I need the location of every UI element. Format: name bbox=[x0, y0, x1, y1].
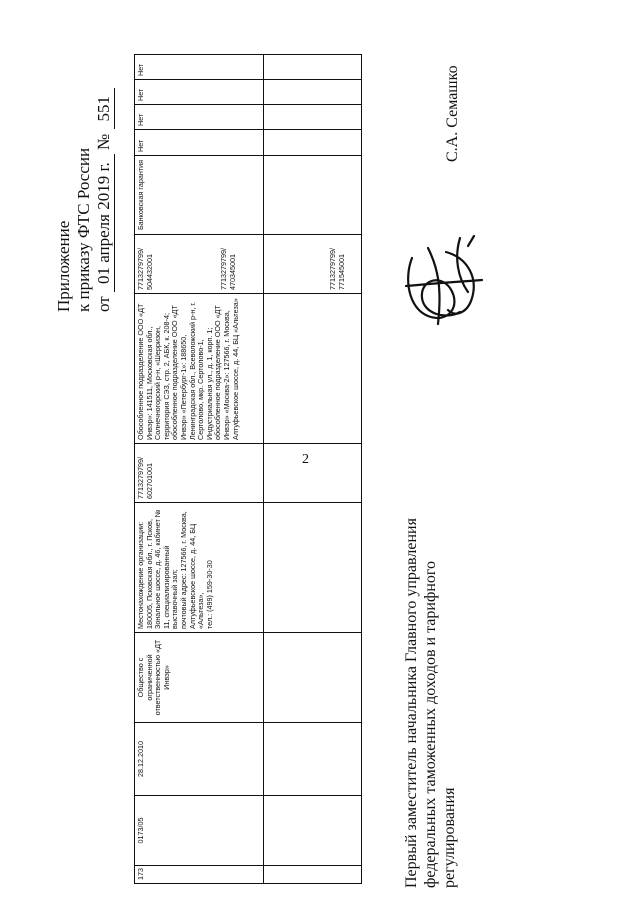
branches-cell bbox=[135, 293, 263, 443]
table-row-empty bbox=[264, 54, 362, 884]
empty-cell bbox=[264, 722, 361, 795]
branch-1: Обособленное подразделение ООО «ДТ Инвэр»: 141511, Московская обл., Солнечногорский р-н, «Шерризон, территория СЭЗ, стр. 2, АБК, к. 208-4; bbox=[136, 303, 171, 440]
empty-cell bbox=[264, 293, 361, 443]
signer-name: С.А. Семашко bbox=[444, 65, 461, 162]
location-cell bbox=[135, 502, 263, 632]
empty-cell bbox=[264, 129, 361, 155]
header-date-prefix: от bbox=[94, 296, 113, 312]
flag3-cell: Нет bbox=[135, 79, 263, 104]
header-date: 01 апреля 2019 г. bbox=[94, 154, 115, 292]
empty-cell bbox=[264, 443, 361, 502]
empty-cell bbox=[264, 795, 361, 865]
branch-inn-3: 7713279799/ 771545001 bbox=[328, 248, 346, 290]
header-line1: Приложение bbox=[54, 220, 73, 312]
empty-cell bbox=[264, 104, 361, 129]
empty-cell bbox=[264, 79, 361, 104]
page-number: 2 bbox=[302, 452, 309, 467]
branch-inn-2: 7713279799/ 470345001 bbox=[219, 248, 237, 290]
empty-cell bbox=[264, 865, 361, 883]
date-cell: 28.12.2010 bbox=[135, 722, 263, 795]
location-postal: почтовый адрес: 127566, г. Москва, Алтуфьевское шоссе, д. 44, БЦ «Альтеза», bbox=[178, 511, 206, 629]
flag1-cell: Нет bbox=[135, 129, 263, 155]
registry-table bbox=[134, 54, 362, 884]
empty-cell bbox=[264, 155, 361, 234]
flag2-cell: Нет bbox=[135, 104, 263, 129]
branch-inn-cell bbox=[135, 234, 346, 293]
signer-title: Первый заместитель начальника Главного управления федеральных таможенных доходов и тарифного регулирования bbox=[403, 518, 458, 888]
signature-icon bbox=[398, 228, 490, 338]
flag4-cell: Нет bbox=[136, 63, 145, 76]
row-number-cell: 173 bbox=[135, 865, 263, 883]
header-number-sign: № bbox=[94, 133, 113, 150]
reg-code-cell: 0173/05 bbox=[135, 795, 263, 865]
header-line2: к приказу ФТС России bbox=[74, 147, 93, 312]
empty-cell bbox=[264, 55, 361, 79]
location-address: Местонахождение организации: 180005, Псковская обл., г. Псков, Зональное шоссе, д. 46, кабинет № 11, специализированный выставочный зал; bbox=[136, 509, 180, 629]
branch-3: обособленное подразделение ООО «ДТ Инвэр» «Москва-2»: 127566, г. Москва, Алтуфьевское шоссе, д. 44, БЦ «Альтеза» bbox=[213, 298, 240, 440]
branch-2: обособленное подразделение ООО «ДТ Инвэр» «Петербург-1»: 188650, Ленинградская обл., Всеволожский р-н, г. Сертолово, мкр. Сертолово-1, Индустриальная ул., д. 1, корп. 1; bbox=[170, 301, 214, 440]
table-row bbox=[134, 54, 346, 884]
inn-kpp-cell: 7713279799/ 602701001 bbox=[135, 443, 263, 502]
org-name-cell: Общество с ограниченной ответственностью «ДТ Инвэр» bbox=[135, 632, 263, 722]
empty-cell bbox=[264, 234, 361, 293]
branch-inn-1: 7713279799/ 504432001 bbox=[136, 248, 154, 290]
header-order-number: 551 bbox=[94, 88, 115, 130]
header-line3 bbox=[94, 88, 115, 312]
security-cell: Банковская гарантия bbox=[135, 155, 263, 234]
location-phone: тел.: (499) 159-30-30 bbox=[204, 560, 214, 629]
empty-cell bbox=[264, 502, 361, 632]
attachment-header bbox=[54, 88, 115, 312]
empty-cell bbox=[264, 632, 361, 722]
